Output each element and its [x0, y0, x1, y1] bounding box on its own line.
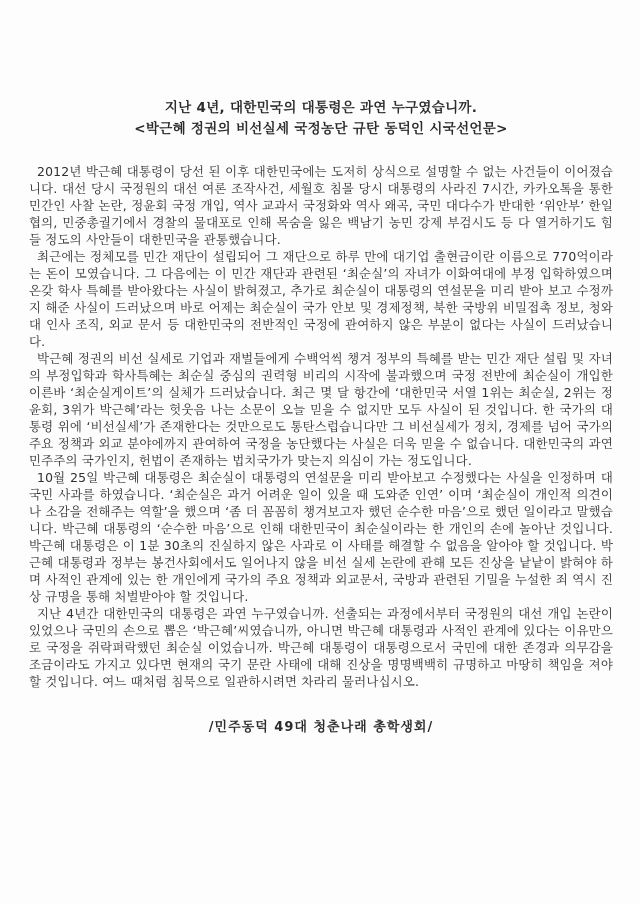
paragraph-2: 최근에는 정체모를 민간 재단이 설립되어 그 재단으로 하루 만에 대기업 출현금이란 이름으로 770억이라는 돈이 모였습니다. 그 다음에는 이 민간 재단과 관련된 ‘최순실’의 자녀가 이화여대에 부정 입학하였으며 온갖 학사 특혜를 받아왔다는 사실이 밝혀졌고, 추가로 최순실이 대통령의 연설문을 미리 받아 보고 수정까지 해준 사실이 드러났으며 바로 어제는 최순실이 국가 안보 및 경제정책, 북한 국방위 비밀접촉 정보, 청와대 인사 조직, 외교 문서 등 대한민국의 전반적인 국정에 관여하지 않은 부분이 없다는 사실이 드러났습니다.	[29, 249, 613, 349]
paragraph-5: 지난 4년간 대한민국의 대통령은 과연 누구였습니까. 선출되는 과정에서부터 국정원의 대선 개입 논란이 있었으나 국민의 손으로 뽑은 ‘박근혜’씨였습니까, 아니면 박근혜 대통령과 사적인 관계에 있다는 이유만으로 국정을 쥐락펴락했던 최순실 이었습니까. 박근혜 대통령이 대통령으로서 국민에 대한 존경과 의무감을 조금이라도 가지고 있다면 현재의 국기 문란 사태에 대해 진상을 명명백백히 규명하고 마땅히 책임을 져야 할 것입니다. 여느 때처럼 침묵으로 일관하시려면 차라리 물러나십시오.	[29, 606, 613, 689]
document-title-block	[29, 98, 613, 140]
paragraph-4: 10월 25일 박근혜 대통령은 최순실이 대통령의 연설문을 미리 받아보고 수정했다는 사실을 인정하며 대국민 사과를 하였습니다. ‘최순실은 과거 어려운 일이 있을 때 도와준 인연’ 이며 ‘최순실이 개인적 의견이나 소감을 전해주는 역할’을 했으며 ‘좀 더 꼼꼼히 챙겨보고자 했던 순수한 마음’으로 했던 일이라고 말했습니다. 박근혜 대통령의 ‘순수한 마음’으로 인해 대한민국이 최순실이라는 한 개인의 손에 놀아난 것입니다. 박근혜 대통령은 이 1분 30초의 진실하지 않은 사과로 이 사태를 해결할 수 없음을 알아야 할 것입니다. 박근혜 대통령과 정부는 봉건사회에서도 일어나지 않을 비선 실세 논란에 관해 모든 진상을 낱낱이 밝혀야 하며 사적인 관계에 있는 한 개인에게 국가의 주요 정책과 외교문서, 국방과 관련된 기밀을 누설한 죄 역시 진상 규명을 통해 처벌받아야 할 것입니다.	[29, 470, 613, 604]
document-subtitle: <박근혜 정권의 비선실세 국정농단 규탄 동덕인 시국선언문>	[134, 121, 508, 137]
paragraph-3: 박근혜 정권의 비선 실세로 기업과 재벌들에게 수백억씩 챙겨 정부의 특혜를 받는 민간 재단 설립 및 자녀의 부정입학과 학사특혜는 최순실 중심의 권력형 비리의 시작에 불과했으며 국정 전반에 최순실이 개입한 이른바 ‘최순실게이트’의 실체가 드러났습니다. 최근 몇 달 항간에 ‘대한민국 서열 1위는 최순실, 2위는 정윤회, 3위가 박근혜’라는 헛웃음 나는 소문이 오늘 믿을 수 없지만 모두 사실이 된 것입니다. 한 국가의 대통령 위에 ‘비선실세’가 존재한다는 것만으로도 통탄스럽습니다만 그 비선실세가 정치, 경제를 넘어 국가의 주요 정책과 외교 분야에까지 관여하여 국정을 농단했다는 사실은 더욱 믿을 수 없습니다. 대한민국의 과연 민주주의 국가인지, 헌법이 존재하는 법치국가가 맞는지 의심이 가는 정도입니다.	[29, 351, 613, 468]
document-body	[29, 163, 613, 690]
paragraph-1: 2012년 박근혜 대통령이 당선 된 이후 대한민국에는 도저히 상식으로 설명할 수 없는 사건들이 이어졌습니다. 대선 당시 국정원의 대선 여론 조작사건, 세월호 침몰 당시 대통령의 사라진 7시간, 카카오톡을 통한 민간인 사찰 논란, 정윤회 국정 개입, 역사 교과서 국정화와 역사 왜곡, 국민 대다수가 반대한 ‘위안부’ 한일 협의, 민중총궐기에서 경찰의 물대포로 인해 목숨을 잃은 백남기 농민 강제 부검시도 등 다 열거하기도 힘들 정도의 사안들이 대한민국을 관통했습니다.	[29, 164, 613, 247]
signature-line: /민주동덕 49대 청춘나래 총학생회/	[208, 720, 434, 735]
document-title: 지난 4년, 대한민국의 대통령은 과연 누구였습니까.	[164, 100, 478, 116]
